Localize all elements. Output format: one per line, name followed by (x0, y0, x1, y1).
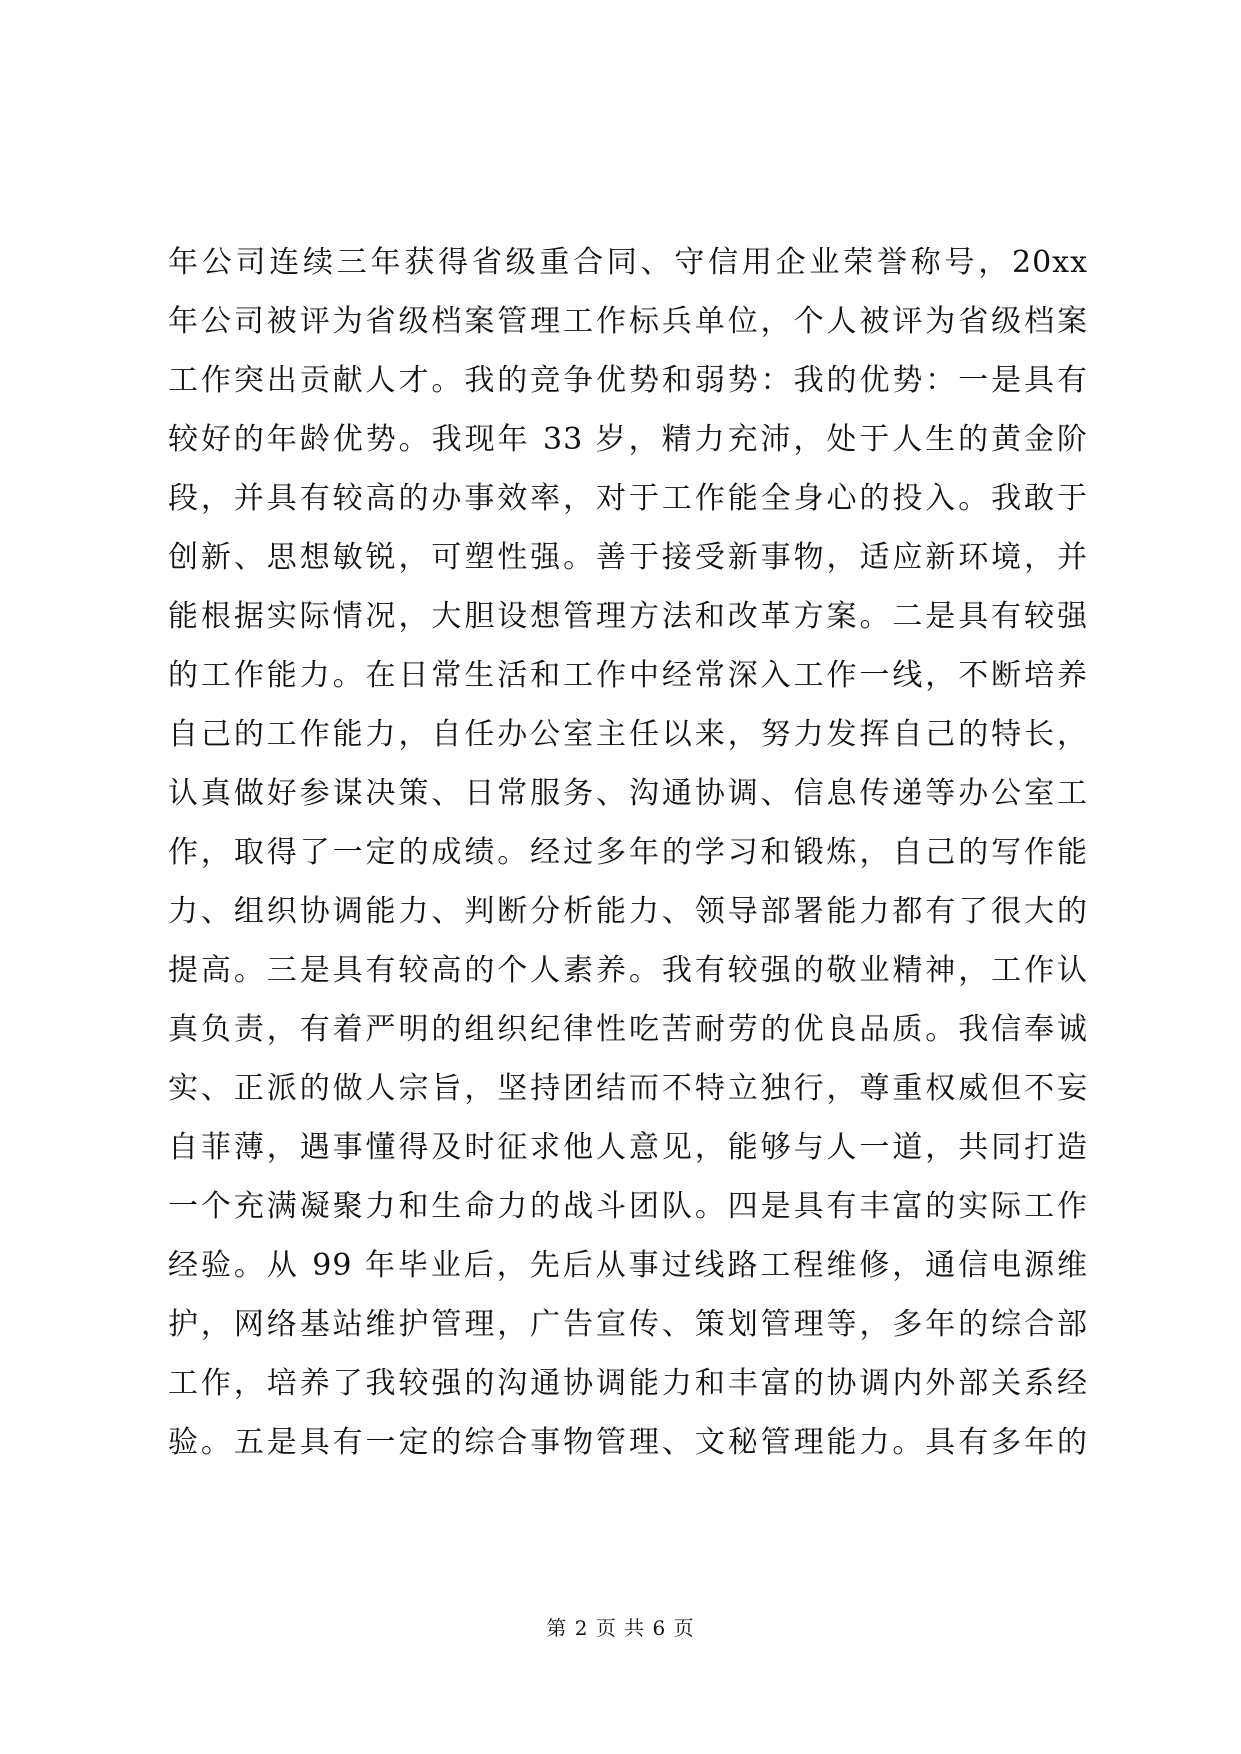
text-line: 年公司被评为省级档案管理工作标兵单位，个人被评为省级档案 (168, 304, 1088, 339)
text-line: 段，并具有较高的办事效率，对于工作能全身心的投入。我敢于 (168, 481, 1088, 516)
text-line: 较好的年龄优势。我现年 33 岁，精力充沛，处于人生的黄金阶 (168, 422, 1088, 457)
text-line: 工作突出贡献人才。我的竞争优势和弱势：我的优势：一是具有 (168, 363, 1088, 398)
text-line: 创新、思想敏锐，可塑性强。善于接受新事物，适应新环境，并 (168, 540, 1088, 575)
text-line: 经验。从 99 年毕业后，先后从事过线路工程维修，通信电源维 (168, 1248, 1088, 1283)
text-line: 自菲薄，遇事懂得及时征求他人意见，能够与人一道，共同打造 (168, 1130, 1088, 1165)
text-line: 真负责，有着严明的组织纪律性吃苦耐劳的优良品质。我信奉诚 (168, 1012, 1088, 1047)
text-line: 能根据实际情况，大胆设想管理方法和改革方案。二是具有较强 (168, 599, 1088, 634)
text-line: 实、正派的做人宗旨，坚持团结而不特立独行，尊重权威但不妄 (168, 1071, 1088, 1106)
body-text (168, 233, 1088, 1472)
text-line: 提高。三是具有较高的个人素养。我有较强的敬业精神，工作认 (168, 953, 1088, 988)
text-line: 年公司连续三年获得省级重合同、守信用企业荣誉称号，20xx (168, 245, 1088, 280)
page-number-footer: 第 2 页 共 6 页 (546, 1616, 695, 1640)
text-line: 作，取得了一定的成绩。经过多年的学习和锻炼，自己的写作能 (168, 835, 1088, 870)
text-line: 认真做好参谋决策、日常服务、沟通协调、信息传递等办公室工 (168, 776, 1088, 811)
text-line: 力、组织协调能力、判断分析能力、领导部署能力都有了很大的 (168, 894, 1088, 929)
text-line: 的工作能力。在日常生活和工作中经常深入工作一线，不断培养 (168, 658, 1088, 693)
text-line: 一个充满凝聚力和生命力的战斗团队。四是具有丰富的实际工作 (168, 1189, 1088, 1224)
text-line: 验。五是具有一定的综合事物管理、文秘管理能力。具有多年的 (168, 1425, 1088, 1460)
text-line: 工作，培养了我较强的沟通协调能力和丰富的协调内外部关系经 (168, 1366, 1088, 1401)
text-line: 自己的工作能力，自任办公室主任以来，努力发挥自己的特长， (168, 717, 1088, 752)
text-line: 护，网络基站维护管理，广告宣传、策划管理等，多年的综合部 (168, 1307, 1088, 1342)
